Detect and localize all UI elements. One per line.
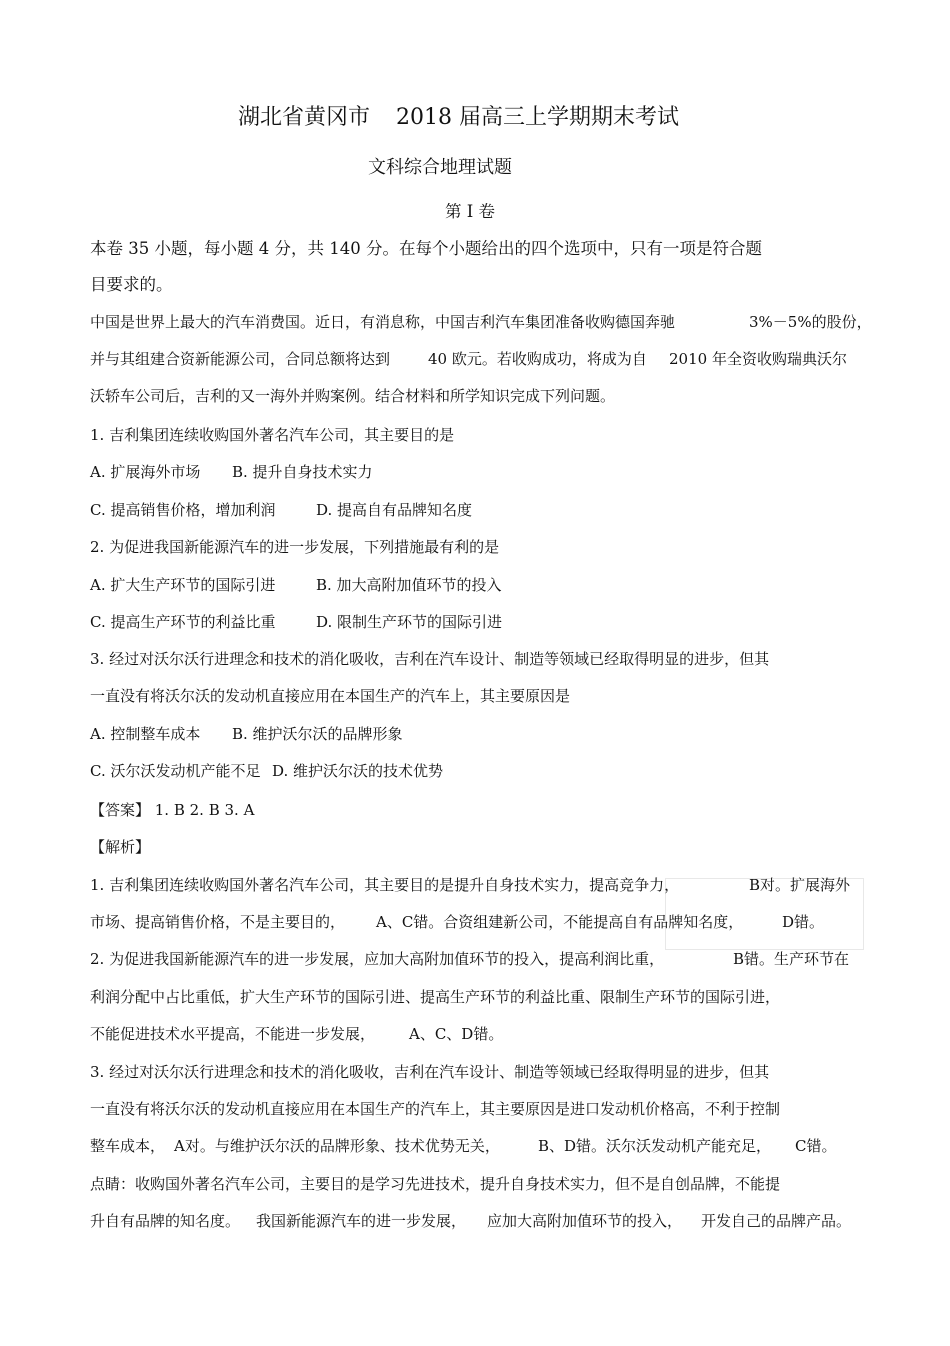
analysis-1-line-1b: B对。扩展海外 [749, 876, 851, 894]
passage-line-2b: 40 欧元。若收购成功，将成为自 [428, 350, 647, 368]
question-3-option-c: C. 沃尔沃发动机产能不足 [90, 762, 261, 780]
analysis-3-line-2: 一直没有将沃尔沃的发动机直接应用在本国生产的汽车上，其主要原因是进口发动机价格高，不利于控制 [90, 1100, 781, 1118]
question-3-stem-2: 一直没有将沃尔沃的发动机直接应用在本国生产的汽车上，其主要原因是 [90, 687, 571, 705]
question-2-option-b: B. 加大高附加值环节的投入 [316, 576, 502, 594]
question-3-option-b: B. 维护沃尔沃的品牌形象 [232, 725, 403, 743]
question-1-option-d: D. 提高自有品牌知名度 [316, 501, 473, 519]
analysis-2-line-3a: 不能促进技术水平提高，不能进一步发展， [90, 1025, 376, 1043]
intro-line-2: 目要求的。 [90, 275, 173, 294]
analysis-2-line-1a: 2. 为促进我国新能源汽车的进一步发展，应加大高附加值环节的投入，提高利润比重， [90, 950, 665, 968]
answer-key: 【答案】 1. B 2. B 3. A [90, 801, 255, 819]
doc-title-region: 湖北省黄冈市 [238, 105, 371, 130]
question-3-stem-1: 3. 经过对沃尔沃行进理念和技术的消化吸收，吉利在汽车设计、制造等领域已经取得明显的进步，但其 [90, 650, 770, 668]
analysis-2-line-3b: A、C、D错。 [409, 1025, 504, 1043]
question-2-stem: 2. 为促进我国新能源汽车的进一步发展，下列措施最有利的是 [90, 538, 500, 556]
analysis-3-line-3a: 整车成本， [90, 1137, 166, 1155]
question-1-option-b: B. 提升自身技术实力 [232, 463, 373, 481]
question-1-option-c: C. 提高销售价格，增加利润 [90, 501, 276, 519]
tip-line-2a: 升自有品牌的知名度。 [90, 1212, 241, 1230]
question-2-option-a: A. 扩大生产环节的国际引进 [90, 576, 276, 594]
passage-line-2c: 2010 年全资收购瑞典沃尔 [669, 350, 847, 368]
passage-line-1b: 3%－5%的股份， [749, 313, 872, 331]
analysis-3-line-3d: C错。 [795, 1137, 837, 1155]
analysis-3-line-3c: B、D错。沃尔沃发动机产能充足， [538, 1137, 772, 1155]
passage-line-2a: 并与其组建合资新能源公司，合同总额将达到 [90, 350, 391, 368]
passage-line-3: 沃轿车公司后，吉利的又一海外并购案例。结合材料和所学知识完成下列问题。 [90, 387, 616, 405]
analysis-1-line-2c: D错。 [782, 913, 825, 931]
passage-line-1a: 中国是世界上最大的汽车消费国。近日，有消息称，中国吉利汽车集团准备收购德国奔驰 [90, 313, 676, 331]
analysis-2-line-2: 利润分配中占比重低，扩大生产环节的国际引进、提高生产环节的利益比重、限制生产环节的国际引进， [90, 988, 781, 1006]
tip-line-2b: 我国新能源汽车的进一步发展， [256, 1212, 467, 1230]
analysis-3-line-3b: A对。与维护沃尔沃的品牌形象、技术优势无关， [174, 1137, 500, 1155]
doc-title: 2018 届高三上学期期末考试 [396, 105, 679, 130]
question-2-option-d: D. 限制生产环节的国际引进 [316, 613, 503, 631]
section-heading: 第 I 卷 [445, 202, 496, 221]
tip-line-1: 点睛：收购国外著名汽车公司，主要目的是学习先进技术，提升自身技术实力，但不是自创品牌，不能提 [90, 1175, 781, 1193]
analysis-1-line-2b: A、C错。合资组建新公司，不能提高自有品牌知名度， [376, 913, 744, 931]
tip-line-2c: 应加大高附加值环节的投入， [487, 1212, 683, 1230]
analysis-label: 【解析】 [90, 838, 151, 856]
question-1-option-a: A. 扩展海外市场 [90, 463, 201, 481]
question-1-stem: 1. 吉利集团连续收购国外著名汽车公司，其主要目的是 [90, 426, 455, 444]
analysis-1-line-2a: 市场、提高销售价格，不是主要目的， [90, 913, 346, 931]
question-2-option-c: C. 提高生产环节的利益比重 [90, 613, 276, 631]
analysis-1-line-1a: 1. 吉利集团连续收购国外著名汽车公司，其主要目的是提升自身技术实力，提高竞争力， [90, 876, 680, 894]
tip-line-2d: 开发自己的品牌产品。 [701, 1212, 852, 1230]
doc-subtitle: 文科综合地理试题 [368, 157, 512, 178]
analysis-2-line-1b: B错。生产环节在 [733, 950, 850, 968]
question-3-option-d: D. 维护沃尔沃的技术优势 [272, 762, 444, 780]
analysis-3-line-1: 3. 经过对沃尔沃行进理念和技术的消化吸收，吉利在汽车设计、制造等领域已经取得明显的进步，但其 [90, 1063, 770, 1081]
intro-line-1: 本卷 35 小题，每小题 4 分，共 140 分。在每个小题给出的四个选项中，只有一项是符合题 [90, 239, 762, 258]
question-3-option-a: A. 控制整车成本 [90, 725, 201, 743]
